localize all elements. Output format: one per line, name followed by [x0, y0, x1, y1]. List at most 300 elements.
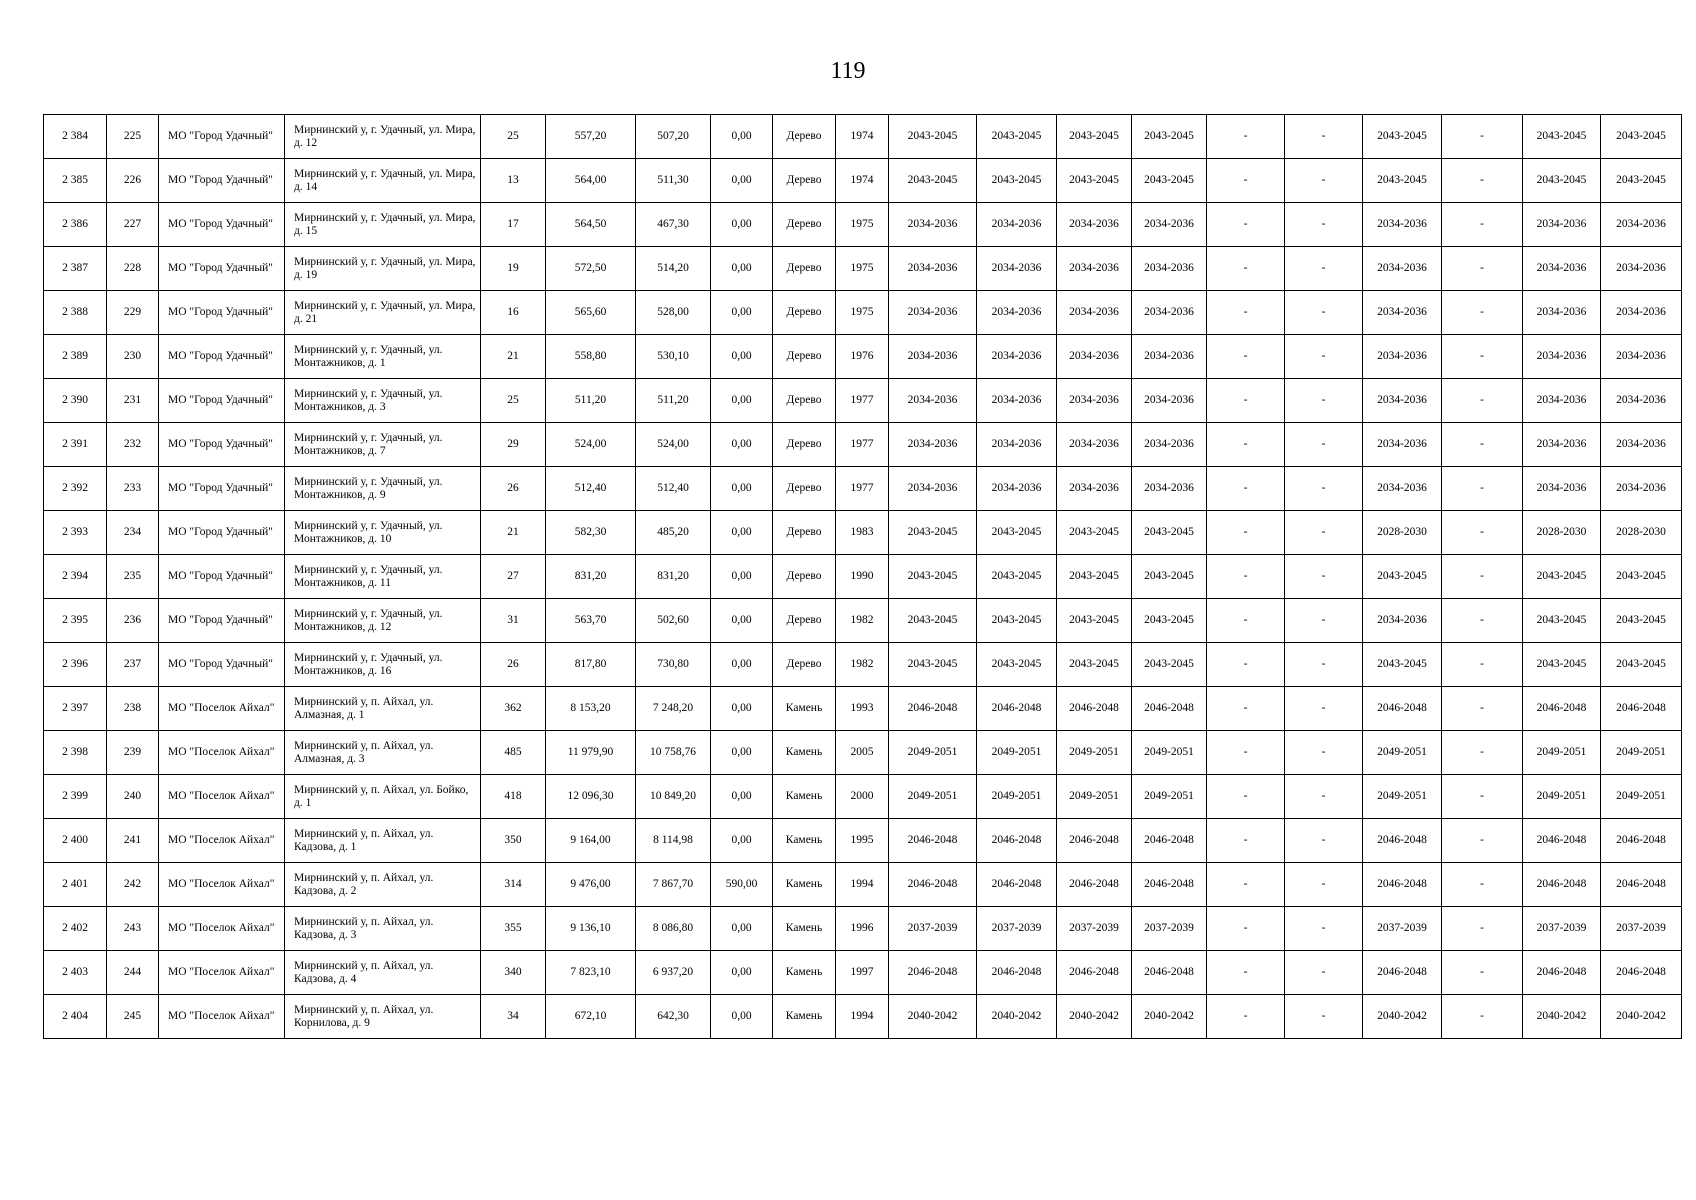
cell-nonresidential-area: 0,00: [711, 335, 773, 379]
cell-period-6: -: [1285, 291, 1363, 335]
cell-residents: 21: [481, 511, 546, 555]
cell-local-number: 230: [107, 335, 159, 379]
cell-period-10: 2034-2036: [1601, 335, 1682, 379]
cell-address: Мирнинский у, г. Удачный, ул. Мира, д. 15: [285, 203, 481, 247]
cell-municipality: МО "Город Удачный": [159, 643, 285, 687]
cell-build-year: 1974: [836, 159, 889, 203]
cell-build-year: 1974: [836, 115, 889, 159]
cell-period-9: 2034-2036: [1523, 335, 1601, 379]
cell-period-5: -: [1207, 819, 1285, 863]
table-body: [44, 115, 1682, 1039]
cell-row-number: 2 403: [44, 951, 107, 995]
cell-period-2: 2049-2051: [977, 731, 1057, 775]
cell-period-3: 2046-2048: [1057, 819, 1132, 863]
cell-living-area: 6 937,20: [636, 951, 711, 995]
cell-period-6: -: [1285, 995, 1363, 1039]
cell-address: Мирнинский у, г. Удачный, ул. Мира, д. 19: [285, 247, 481, 291]
cell-period-8: -: [1442, 203, 1523, 247]
cell-period-9: 2043-2045: [1523, 159, 1601, 203]
cell-municipality: МО "Поселок Айхал": [159, 775, 285, 819]
cell-period-3: 2049-2051: [1057, 775, 1132, 819]
cell-address: Мирнинский у, г. Удачный, ул. Монтажников, д. 12: [285, 599, 481, 643]
cell-period-4: 2034-2036: [1132, 203, 1207, 247]
cell-period-10: 2043-2045: [1601, 115, 1682, 159]
cell-build-year: 1975: [836, 203, 889, 247]
cell-period-10: 2037-2039: [1601, 907, 1682, 951]
cell-local-number: 241: [107, 819, 159, 863]
cell-wall-material: Камень: [773, 863, 836, 907]
cell-period-7: 2046-2048: [1363, 819, 1442, 863]
table-row: [44, 203, 1682, 247]
cell-period-7: 2034-2036: [1363, 379, 1442, 423]
cell-residents: 21: [481, 335, 546, 379]
table-row: [44, 907, 1682, 951]
page-number: 119: [830, 58, 866, 84]
cell-total-area: 511,20: [546, 379, 636, 423]
table-row: [44, 687, 1682, 731]
cell-build-year: 1994: [836, 995, 889, 1039]
cell-local-number: 237: [107, 643, 159, 687]
cell-period-10: 2034-2036: [1601, 203, 1682, 247]
table-row: [44, 423, 1682, 467]
cell-period-2: 2034-2036: [977, 247, 1057, 291]
cell-period-4: 2046-2048: [1132, 687, 1207, 731]
cell-local-number: 238: [107, 687, 159, 731]
cell-total-area: 572,50: [546, 247, 636, 291]
cell-period-5: -: [1207, 643, 1285, 687]
cell-period-10: 2043-2045: [1601, 159, 1682, 203]
cell-period-7: 2034-2036: [1363, 599, 1442, 643]
cell-wall-material: Камень: [773, 951, 836, 995]
cell-total-area: 817,80: [546, 643, 636, 687]
cell-nonresidential-area: 0,00: [711, 555, 773, 599]
cell-living-area: 512,40: [636, 467, 711, 511]
cell-period-3: 2034-2036: [1057, 467, 1132, 511]
cell-wall-material: Дерево: [773, 247, 836, 291]
cell-nonresidential-area: 0,00: [711, 643, 773, 687]
cell-residents: 17: [481, 203, 546, 247]
cell-living-area: 507,20: [636, 115, 711, 159]
cell-build-year: 1977: [836, 379, 889, 423]
cell-nonresidential-area: 0,00: [711, 731, 773, 775]
cell-local-number: 233: [107, 467, 159, 511]
cell-build-year: 1982: [836, 599, 889, 643]
cell-row-number: 2 387: [44, 247, 107, 291]
cell-period-8: -: [1442, 291, 1523, 335]
cell-total-area: 831,20: [546, 555, 636, 599]
table-row: [44, 291, 1682, 335]
cell-municipality: МО "Город Удачный": [159, 115, 285, 159]
cell-address: Мирнинский у, п. Айхал, ул. Корнилова, д. 9: [285, 995, 481, 1039]
cell-period-10: 2034-2036: [1601, 467, 1682, 511]
cell-address: Мирнинский у, г. Удачный, ул. Монтажников, д. 3: [285, 379, 481, 423]
cell-period-5: -: [1207, 511, 1285, 555]
cell-local-number: 235: [107, 555, 159, 599]
cell-period-2: 2046-2048: [977, 687, 1057, 731]
cell-period-9: 2037-2039: [1523, 907, 1601, 951]
table-row: [44, 643, 1682, 687]
cell-address: Мирнинский у, п. Айхал, ул. Алмазная, д. 3: [285, 731, 481, 775]
cell-address: Мирнинский у, г. Удачный, ул. Мира, д. 21: [285, 291, 481, 335]
cell-period-4: 2043-2045: [1132, 643, 1207, 687]
cell-nonresidential-area: 0,00: [711, 907, 773, 951]
cell-period-6: -: [1285, 731, 1363, 775]
cell-address: Мирнинский у, г. Удачный, ул. Монтажников, д. 9: [285, 467, 481, 511]
cell-period-5: -: [1207, 775, 1285, 819]
cell-build-year: 1994: [836, 863, 889, 907]
cell-period-8: -: [1442, 555, 1523, 599]
cell-residents: 34: [481, 995, 546, 1039]
cell-local-number: 239: [107, 731, 159, 775]
cell-period-6: -: [1285, 775, 1363, 819]
cell-wall-material: Дерево: [773, 643, 836, 687]
cell-period-5: -: [1207, 203, 1285, 247]
cell-living-area: 7 867,70: [636, 863, 711, 907]
table-row: [44, 819, 1682, 863]
cell-period-5: -: [1207, 599, 1285, 643]
cell-period-5: -: [1207, 115, 1285, 159]
cell-period-3: 2034-2036: [1057, 247, 1132, 291]
cell-period-6: -: [1285, 467, 1363, 511]
cell-residents: 16: [481, 291, 546, 335]
cell-living-area: 511,30: [636, 159, 711, 203]
cell-period-10: 2046-2048: [1601, 687, 1682, 731]
cell-row-number: 2 394: [44, 555, 107, 599]
cell-nonresidential-area: 0,00: [711, 203, 773, 247]
cell-build-year: 1975: [836, 291, 889, 335]
cell-period-9: 2049-2051: [1523, 775, 1601, 819]
cell-period-7: 2034-2036: [1363, 423, 1442, 467]
cell-period-4: 2043-2045: [1132, 555, 1207, 599]
cell-residents: 26: [481, 467, 546, 511]
cell-residents: 418: [481, 775, 546, 819]
cell-wall-material: Дерево: [773, 511, 836, 555]
cell-period-9: 2034-2036: [1523, 291, 1601, 335]
cell-period-5: -: [1207, 423, 1285, 467]
cell-period-9: 2046-2048: [1523, 951, 1601, 995]
table-row: [44, 379, 1682, 423]
cell-build-year: 1977: [836, 467, 889, 511]
cell-row-number: 2 396: [44, 643, 107, 687]
cell-period-10: 2043-2045: [1601, 599, 1682, 643]
cell-build-year: 1976: [836, 335, 889, 379]
cell-local-number: 228: [107, 247, 159, 291]
cell-living-area: 502,60: [636, 599, 711, 643]
cell-period-1: 2046-2048: [889, 687, 977, 731]
table-row: [44, 555, 1682, 599]
cell-period-2: 2043-2045: [977, 599, 1057, 643]
cell-living-area: 730,80: [636, 643, 711, 687]
cell-period-5: -: [1207, 907, 1285, 951]
cell-total-area: 564,50: [546, 203, 636, 247]
cell-period-1: 2037-2039: [889, 907, 977, 951]
cell-residents: 355: [481, 907, 546, 951]
cell-municipality: МО "Город Удачный": [159, 555, 285, 599]
cell-address: Мирнинский у, п. Айхал, ул. Кадзова, д. 4: [285, 951, 481, 995]
cell-period-8: -: [1442, 335, 1523, 379]
cell-period-3: 2043-2045: [1057, 643, 1132, 687]
cell-period-1: 2034-2036: [889, 247, 977, 291]
cell-build-year: 1983: [836, 511, 889, 555]
cell-address: Мирнинский у, г. Удачный, ул. Монтажников, д. 7: [285, 423, 481, 467]
cell-period-2: 2037-2039: [977, 907, 1057, 951]
cell-period-7: 2043-2045: [1363, 643, 1442, 687]
cell-row-number: 2 389: [44, 335, 107, 379]
cell-row-number: 2 397: [44, 687, 107, 731]
cell-period-8: -: [1442, 775, 1523, 819]
cell-wall-material: Дерево: [773, 115, 836, 159]
cell-period-1: 2046-2048: [889, 863, 977, 907]
cell-period-6: -: [1285, 511, 1363, 555]
cell-period-10: 2034-2036: [1601, 423, 1682, 467]
cell-living-area: 511,20: [636, 379, 711, 423]
cell-address: Мирнинский у, г. Удачный, ул. Монтажников, д. 11: [285, 555, 481, 599]
cell-living-area: 528,00: [636, 291, 711, 335]
table-row: [44, 731, 1682, 775]
cell-period-3: 2049-2051: [1057, 731, 1132, 775]
cell-period-10: 2034-2036: [1601, 247, 1682, 291]
cell-address: Мирнинский у, п. Айхал, ул. Кадзова, д. 3: [285, 907, 481, 951]
cell-period-6: -: [1285, 951, 1363, 995]
cell-wall-material: Дерево: [773, 203, 836, 247]
cell-living-area: 8 086,80: [636, 907, 711, 951]
cell-period-1: 2046-2048: [889, 951, 977, 995]
cell-period-2: 2034-2036: [977, 291, 1057, 335]
cell-total-area: 672,10: [546, 995, 636, 1039]
cell-period-3: 2034-2036: [1057, 291, 1132, 335]
cell-local-number: 236: [107, 599, 159, 643]
cell-period-1: 2034-2036: [889, 379, 977, 423]
cell-municipality: МО "Город Удачный": [159, 599, 285, 643]
cell-wall-material: Дерево: [773, 291, 836, 335]
cell-period-4: 2049-2051: [1132, 775, 1207, 819]
cell-residents: 25: [481, 115, 546, 159]
cell-municipality: МО "Город Удачный": [159, 467, 285, 511]
cell-total-area: 9 136,10: [546, 907, 636, 951]
cell-period-4: 2034-2036: [1132, 247, 1207, 291]
cell-build-year: 2005: [836, 731, 889, 775]
cell-period-8: -: [1442, 247, 1523, 291]
cell-period-10: 2040-2042: [1601, 995, 1682, 1039]
cell-period-6: -: [1285, 159, 1363, 203]
cell-build-year: 2000: [836, 775, 889, 819]
cell-living-area: 642,30: [636, 995, 711, 1039]
cell-period-10: 2028-2030: [1601, 511, 1682, 555]
cell-period-7: 2034-2036: [1363, 291, 1442, 335]
cell-period-5: -: [1207, 731, 1285, 775]
cell-period-2: 2046-2048: [977, 863, 1057, 907]
cell-living-area: 467,30: [636, 203, 711, 247]
cell-total-area: 558,80: [546, 335, 636, 379]
cell-period-4: 2034-2036: [1132, 291, 1207, 335]
cell-row-number: 2 388: [44, 291, 107, 335]
cell-wall-material: Камень: [773, 775, 836, 819]
cell-period-2: 2034-2036: [977, 467, 1057, 511]
cell-period-2: 2034-2036: [977, 379, 1057, 423]
cell-municipality: МО "Город Удачный": [159, 335, 285, 379]
cell-wall-material: Дерево: [773, 467, 836, 511]
cell-residents: 19: [481, 247, 546, 291]
cell-wall-material: Камень: [773, 995, 836, 1039]
cell-wall-material: Дерево: [773, 599, 836, 643]
cell-municipality: МО "Поселок Айхал": [159, 731, 285, 775]
cell-wall-material: Камень: [773, 687, 836, 731]
cell-period-4: 2043-2045: [1132, 115, 1207, 159]
cell-nonresidential-area: 0,00: [711, 951, 773, 995]
cell-period-9: 2043-2045: [1523, 555, 1601, 599]
cell-period-4: 2043-2045: [1132, 159, 1207, 203]
cell-local-number: 234: [107, 511, 159, 555]
table-row: [44, 159, 1682, 203]
cell-nonresidential-area: 590,00: [711, 863, 773, 907]
cell-living-area: 831,20: [636, 555, 711, 599]
cell-period-8: -: [1442, 379, 1523, 423]
cell-period-8: -: [1442, 643, 1523, 687]
cell-total-area: 7 823,10: [546, 951, 636, 995]
cell-period-4: 2043-2045: [1132, 511, 1207, 555]
cell-address: Мирнинский у, п. Айхал, ул. Кадзова, д. 1: [285, 819, 481, 863]
cell-period-6: -: [1285, 687, 1363, 731]
cell-living-area: 524,00: [636, 423, 711, 467]
cell-row-number: 2 402: [44, 907, 107, 951]
cell-period-5: -: [1207, 555, 1285, 599]
cell-period-7: 2040-2042: [1363, 995, 1442, 1039]
cell-total-area: 9 476,00: [546, 863, 636, 907]
table-row: [44, 335, 1682, 379]
cell-period-5: -: [1207, 687, 1285, 731]
cell-period-3: 2043-2045: [1057, 555, 1132, 599]
cell-period-5: -: [1207, 995, 1285, 1039]
cell-row-number: 2 391: [44, 423, 107, 467]
cell-period-10: 2049-2051: [1601, 731, 1682, 775]
cell-period-7: 2043-2045: [1363, 159, 1442, 203]
cell-period-4: 2043-2045: [1132, 599, 1207, 643]
cell-residents: 26: [481, 643, 546, 687]
cell-build-year: 1977: [836, 423, 889, 467]
cell-nonresidential-area: 0,00: [711, 379, 773, 423]
cell-period-2: 2043-2045: [977, 643, 1057, 687]
table-row: [44, 467, 1682, 511]
cell-period-6: -: [1285, 555, 1363, 599]
cell-residents: 27: [481, 555, 546, 599]
cell-period-5: -: [1207, 467, 1285, 511]
cell-municipality: МО "Поселок Айхал": [159, 819, 285, 863]
cell-build-year: 1995: [836, 819, 889, 863]
cell-address: Мирнинский у, п. Айхал, ул. Кадзова, д. 2: [285, 863, 481, 907]
cell-nonresidential-area: 0,00: [711, 423, 773, 467]
cell-period-3: 2034-2036: [1057, 203, 1132, 247]
cell-period-9: 2034-2036: [1523, 203, 1601, 247]
cell-period-10: 2046-2048: [1601, 819, 1682, 863]
cell-municipality: МО "Поселок Айхал": [159, 687, 285, 731]
housing-table: [43, 114, 1682, 1039]
cell-nonresidential-area: 0,00: [711, 247, 773, 291]
cell-period-4: 2049-2051: [1132, 731, 1207, 775]
table-row: [44, 863, 1682, 907]
cell-total-area: 512,40: [546, 467, 636, 511]
cell-period-3: 2046-2048: [1057, 951, 1132, 995]
cell-period-9: 2046-2048: [1523, 687, 1601, 731]
cell-row-number: 2 384: [44, 115, 107, 159]
cell-period-9: 2046-2048: [1523, 819, 1601, 863]
cell-row-number: 2 395: [44, 599, 107, 643]
cell-local-number: 245: [107, 995, 159, 1039]
cell-period-1: 2049-2051: [889, 775, 977, 819]
cell-period-7: 2028-2030: [1363, 511, 1442, 555]
cell-period-6: -: [1285, 819, 1363, 863]
cell-period-5: -: [1207, 951, 1285, 995]
cell-period-8: -: [1442, 951, 1523, 995]
cell-period-1: 2034-2036: [889, 335, 977, 379]
cell-period-4: 2034-2036: [1132, 467, 1207, 511]
cell-period-4: 2034-2036: [1132, 379, 1207, 423]
cell-address: Мирнинский у, п. Айхал, ул. Бойко, д. 1: [285, 775, 481, 819]
cell-period-7: 2049-2051: [1363, 731, 1442, 775]
cell-period-7: 2043-2045: [1363, 115, 1442, 159]
cell-nonresidential-area: 0,00: [711, 159, 773, 203]
cell-municipality: МО "Город Удачный": [159, 291, 285, 335]
cell-nonresidential-area: 0,00: [711, 115, 773, 159]
cell-period-2: 2034-2036: [977, 423, 1057, 467]
cell-period-9: 2034-2036: [1523, 467, 1601, 511]
cell-row-number: 2 393: [44, 511, 107, 555]
cell-period-4: 2040-2042: [1132, 995, 1207, 1039]
cell-period-7: 2046-2048: [1363, 863, 1442, 907]
cell-period-6: -: [1285, 423, 1363, 467]
cell-period-2: 2043-2045: [977, 159, 1057, 203]
table-row: [44, 995, 1682, 1039]
cell-period-3: 2046-2048: [1057, 863, 1132, 907]
table-row: [44, 115, 1682, 159]
cell-period-4: 2046-2048: [1132, 819, 1207, 863]
cell-period-3: 2043-2045: [1057, 159, 1132, 203]
cell-period-10: 2034-2036: [1601, 291, 1682, 335]
cell-period-10: 2043-2045: [1601, 643, 1682, 687]
cell-period-8: -: [1442, 907, 1523, 951]
cell-living-area: 485,20: [636, 511, 711, 555]
cell-period-8: -: [1442, 159, 1523, 203]
cell-local-number: 232: [107, 423, 159, 467]
cell-build-year: 1997: [836, 951, 889, 995]
cell-period-2: 2046-2048: [977, 819, 1057, 863]
cell-total-area: 524,00: [546, 423, 636, 467]
cell-local-number: 229: [107, 291, 159, 335]
cell-build-year: 1993: [836, 687, 889, 731]
cell-period-2: 2040-2042: [977, 995, 1057, 1039]
cell-municipality: МО "Город Удачный": [159, 247, 285, 291]
cell-address: Мирнинский у, г. Удачный, ул. Монтажников, д. 10: [285, 511, 481, 555]
cell-municipality: МО "Город Удачный": [159, 423, 285, 467]
cell-nonresidential-area: 0,00: [711, 995, 773, 1039]
cell-period-6: -: [1285, 863, 1363, 907]
cell-period-4: 2046-2048: [1132, 863, 1207, 907]
cell-row-number: 2 390: [44, 379, 107, 423]
cell-row-number: 2 404: [44, 995, 107, 1039]
cell-local-number: 243: [107, 907, 159, 951]
cell-municipality: МО "Город Удачный": [159, 203, 285, 247]
cell-period-10: 2046-2048: [1601, 951, 1682, 995]
cell-period-2: 2043-2045: [977, 115, 1057, 159]
cell-period-3: 2040-2042: [1057, 995, 1132, 1039]
cell-period-8: -: [1442, 863, 1523, 907]
cell-local-number: 231: [107, 379, 159, 423]
cell-total-area: 11 979,90: [546, 731, 636, 775]
cell-living-area: 10 758,76: [636, 731, 711, 775]
cell-local-number: 227: [107, 203, 159, 247]
cell-period-3: 2043-2045: [1057, 511, 1132, 555]
cell-period-5: -: [1207, 291, 1285, 335]
cell-period-1: 2043-2045: [889, 115, 977, 159]
